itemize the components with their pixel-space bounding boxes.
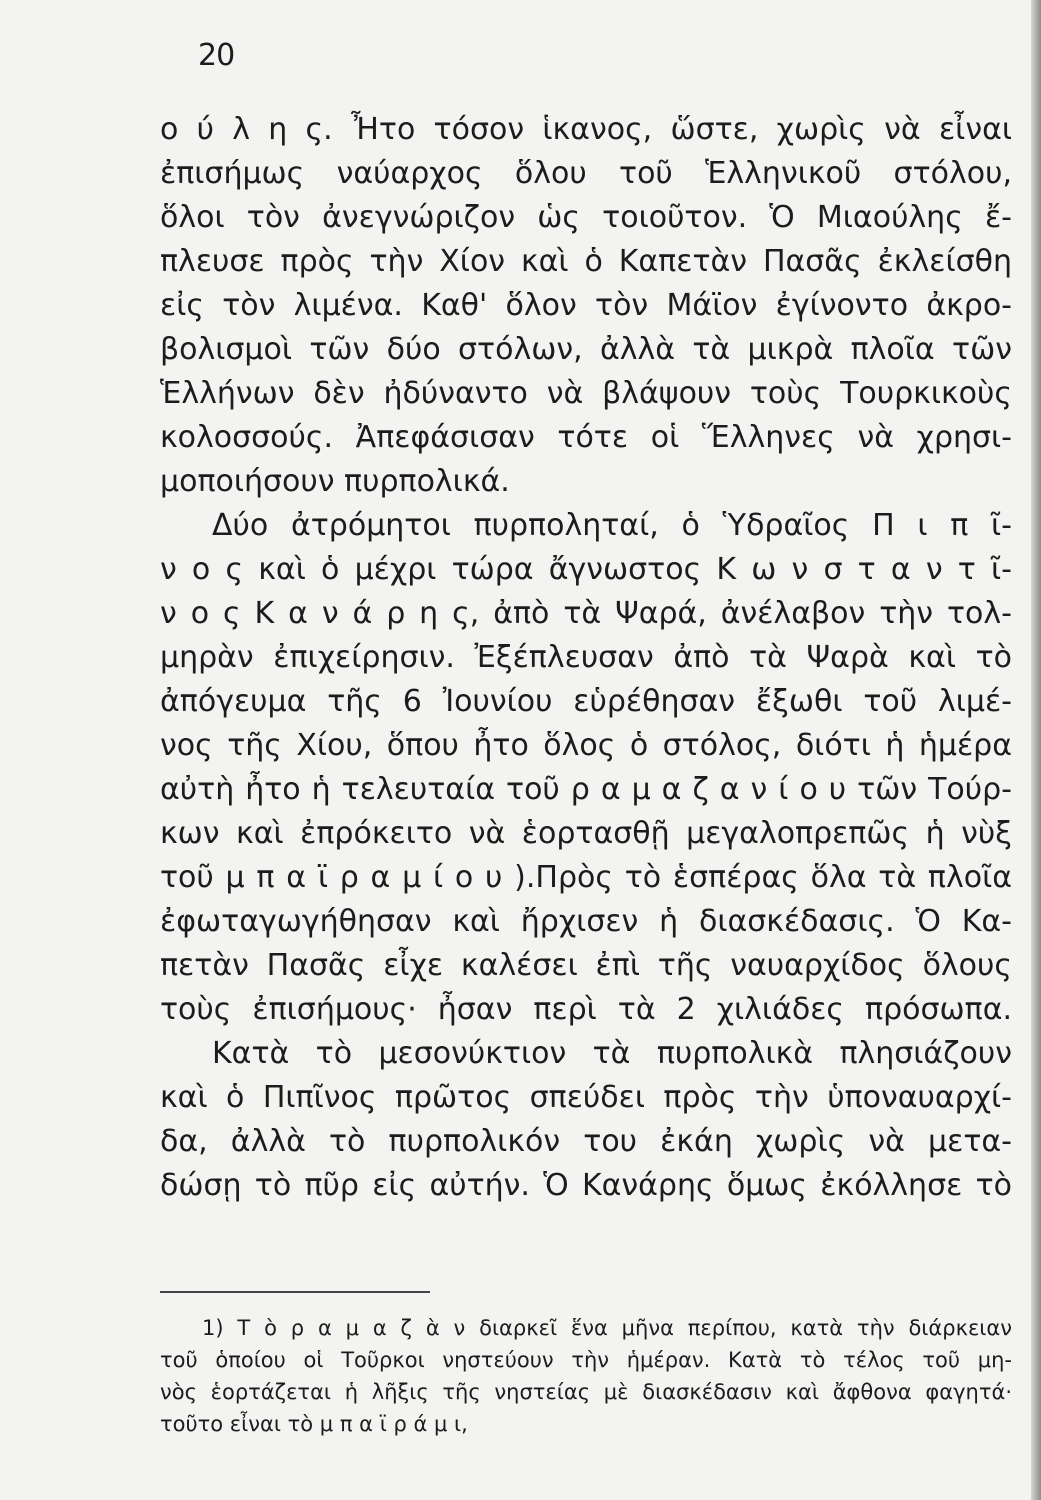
- footnote-line: τοῦ ὁποίου οἱ Τοῦρκοι νηστεύουν τὴν ἡμέραν. Κατὰ τὸ τέλος τοῦ μη-: [160, 1348, 1012, 1372]
- text-line: δα, ἀλλὰ τὸ πυρπολικόν του ἐκάη χωρὶς νὰ μετα-: [160, 1124, 1012, 1159]
- text-line: τοὺς ἐπισήμους· ἦσαν περὶ τὰ 2 χιλιάδες πρόσωπα.: [160, 992, 1012, 1027]
- text-line: Δύο ἀτρόμητοι πυρποληταί, ὁ Ὑδραῖος Π ι π ῖ-: [212, 508, 1012, 543]
- footnotes: [160, 1312, 1012, 1440]
- text-line: δώσῃ τὸ πῦρ εἰς αὐτήν. Ὁ Κανάρης ὅμως ἐκόλλησε τὸ: [160, 1168, 1012, 1203]
- footnote-line: τοῦτο εἶναι τὸ μ π α ϊ ρ ά μ ι,: [160, 1412, 468, 1436]
- text-line: ἀπόγευμα τῆς 6 Ἰουνίου εὑρέθησαν ἔξωθι τοῦ λιμέ-: [160, 684, 1012, 719]
- text-line: νος τῆς Χίου, ὅπου ἦτο ὅλος ὁ στόλος, διότι ἡ ἡμέρα: [160, 728, 1012, 763]
- text-line: κων καὶ ἐπρόκειτο νὰ ἑορτασθῇ μεγαλοπρεπῶς ἡ νὺξ: [160, 816, 1012, 851]
- text-line: ἐφωταγωγήθησαν καὶ ἤρχισεν ἡ διασκέδασις. Ὁ Κα-: [160, 904, 1012, 939]
- text-line: βολισμοὶ τῶν δύο στόλων, ἀλλὰ τὰ μικρὰ πλοῖα τῶν: [160, 332, 1012, 367]
- footnote-line: νὸς ἑορτάζεται ἡ λῆξις τῆς νηστείας μὲ διασκέδασιν καὶ ἄφθονα φαγητά·: [160, 1380, 1012, 1404]
- text-line: μηρὰν ἐπιχείρησιν. Ἐξέπλευσαν ἀπὸ τὰ Ψαρὰ καὶ τὸ: [160, 640, 1012, 675]
- page-edge-shadow: [1031, 0, 1041, 1500]
- text-line: ν ο ς καὶ ὁ μέχρι τώρα ἄγνωστος Κ ω ν σ τ α ν τ ῖ-: [160, 552, 1012, 587]
- footnote-divider: [160, 1291, 430, 1293]
- text-line: Ἑλλήνων δὲν ἠδύναντο νὰ βλάψουν τοὺς Τουρκικοὺς: [160, 376, 1012, 411]
- text-line: πετὰν Πασᾶς εἶχε καλέσει ἐπὶ τῆς ναυαρχίδος ὅλους: [160, 948, 1012, 983]
- text-line: μοποιήσουν πυρπολικά.: [160, 464, 510, 499]
- text-line: κολοσσούς. Ἀπεφάσισαν τότε οἱ Ἕλληνες νὰ χρησι-: [160, 420, 1012, 455]
- text-line: ὅλοι τὸν ἀνεγνώριζον ὡς τοιοῦτον. Ὁ Μιαούλης ἔ-: [160, 200, 1012, 235]
- body-text: [160, 108, 1012, 1208]
- text-line: αὐτὴ ἦτο ἡ τελευταία τοῦ ρ α μ α ζ α ν ί ο υ τῶν Τούρ-: [160, 772, 1012, 807]
- text-line: ἐπισήμως ναύαρχος ὅλου τοῦ Ἑλληνικοῦ στόλου,: [160, 156, 1012, 191]
- text-line: Κατὰ τὸ μεσονύκτιον τὰ πυρπολικὰ πλησιάζουν: [212, 1036, 1012, 1071]
- text-line: ο ύ λ η ς. Ἦτο τόσον ἱκανος, ὥστε, χωρὶς νὰ εἶναι: [160, 112, 1012, 147]
- text-line: τοῦ μ π α ϊ ρ α μ ί ο υ ).Πρὸς τὸ ἑσπέρας ὅλα τὰ πλοῖα: [160, 860, 1012, 895]
- text-line: καὶ ὁ Πιπῖνος πρῶτος σπεύδει πρὸς τὴν ὑποναυαρχί-: [160, 1080, 1012, 1115]
- text-line: εἰς τὸν λιμένα. Καθ' ὅλον τὸν Μάϊον ἐγίνοντο ἀκρο-: [160, 288, 1012, 323]
- footnote-line: 1) Τ ὸ ρ α μ α ζ ὰ ν διαρκεῖ ἕνα μῆνα περίπου, κατὰ τὴν διάρκειαν: [202, 1316, 1012, 1340]
- page-number: 20: [198, 38, 235, 73]
- text-line: ν ο ς Κ α ν ά ρ η ς, ἀπὸ τὰ Ψαρά, ἀνέλαβον τὴν τολ-: [160, 596, 1012, 631]
- text-line: πλευσε πρὸς τὴν Χίον καὶ ὁ Καπετὰν Πασᾶς ἐκλείσθη: [160, 244, 1012, 279]
